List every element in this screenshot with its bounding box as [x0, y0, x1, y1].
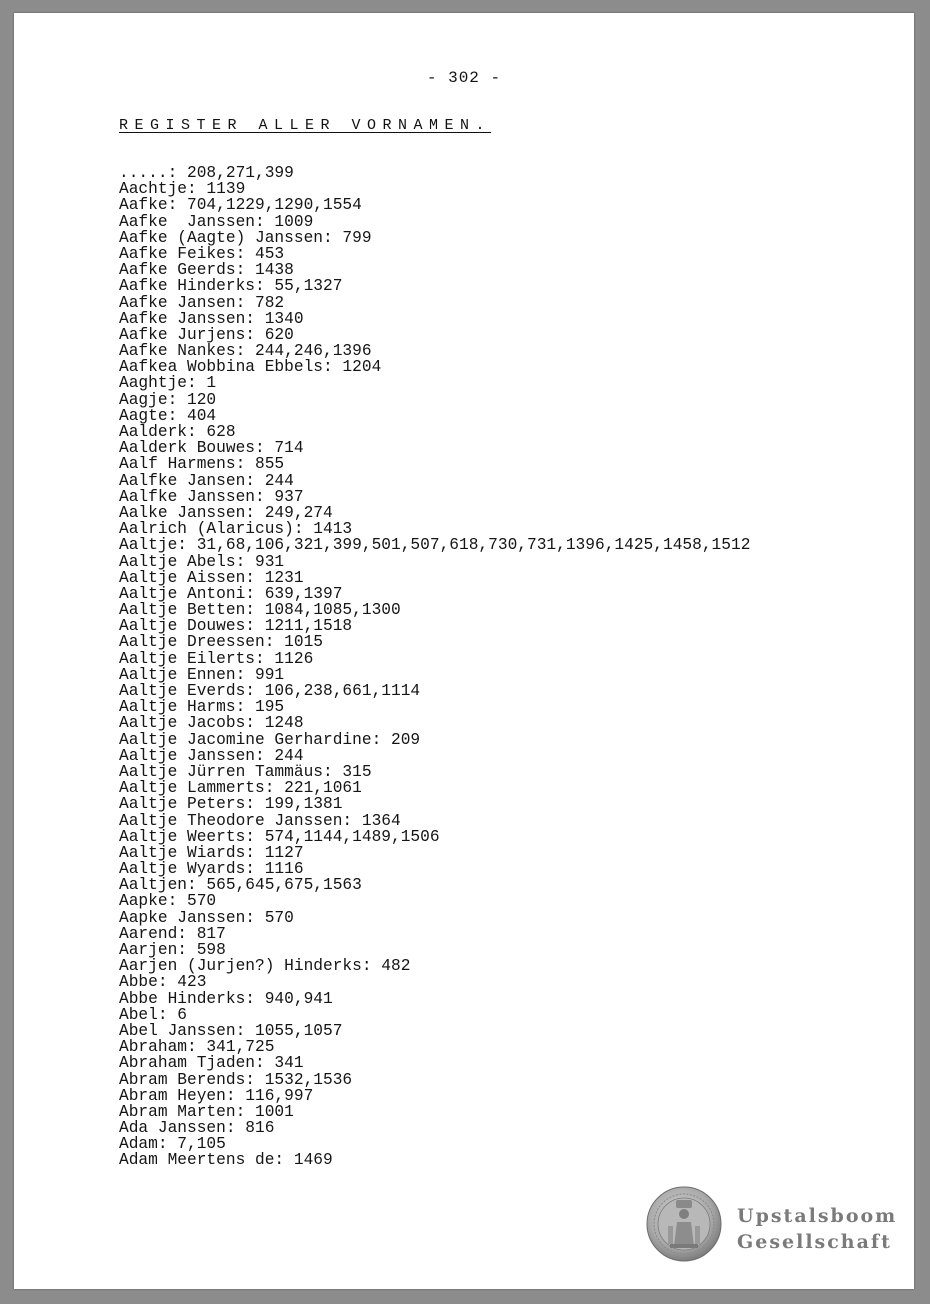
index-entry: Aarjen: 598: [119, 941, 226, 959]
index-entry: Aaltje Betten: 1084,1085,1300: [119, 601, 401, 620]
index-entry: Aaltje Wyards: 1116: [119, 860, 304, 879]
index-entry: Aafkea Wobbina Ebbels: 1204: [119, 358, 382, 377]
index-entry: Aagte: 404: [119, 406, 217, 425]
index-entry: Aaltje Wiards: 1127: [119, 843, 304, 862]
register-title: REGISTER ALLER VORNAMEN.: [119, 117, 492, 134]
seal-logo-icon: [646, 1186, 722, 1262]
index-entry: Aafke: 704,1229,1290,1554: [119, 196, 362, 215]
index-entry: Aapke Janssen: 570: [119, 908, 294, 927]
index-entry: Aafke Hinderks: 55,1327: [119, 277, 343, 296]
index-entry: Aagje: 120: [119, 390, 217, 409]
index-entry: Aachtje: 1139: [119, 180, 246, 199]
index-entry: Abraham: 341,725: [119, 1038, 275, 1057]
document-page: [14, 13, 914, 1289]
index-entry: Abram Berends: 1532,1536: [119, 1070, 353, 1089]
page-number: - 302 -: [426, 69, 502, 87]
index-entry: Aaghtje: 1: [119, 374, 217, 393]
index-entry: Aaltje Everds: 106,238,661,1114: [119, 682, 421, 700]
index-entry: Aaltje Jacobs: 1248: [119, 714, 304, 733]
index-entry: Aaltje Weerts: 574,1144,1489,1506: [119, 827, 440, 846]
index-entry: Aarend: 817: [119, 924, 226, 943]
index-entry: Aafke Janssen: 1340: [119, 309, 304, 328]
index-entry: Aaltje Jürren Tammäus: 315: [119, 762, 372, 781]
index-entry: Aaltje Jacomine Gerhardine: 209: [119, 730, 421, 749]
index-entry: Aarjen (Jurjen?) Hinderks: 482: [119, 957, 411, 976]
index-entry: Adam: 7,105: [119, 1135, 226, 1154]
index-entry: Aafke (Aagte) Janssen: 799: [119, 228, 372, 247]
index-entry: .....: 208,271,399: [119, 164, 294, 182]
index-entry: Aaltje Lammerts: 221,1061: [119, 779, 362, 798]
index-entry: Aaltje Abels: 931: [119, 552, 285, 571]
index-entry: Abram Marten: 1001: [119, 1102, 294, 1121]
brand-wordmark: [737, 1203, 897, 1255]
index-entry: Aalfke Janssen: 937: [119, 487, 304, 506]
index-entry: Aalf Harmens: 855: [119, 455, 285, 474]
index-entry: Aafke Feikes: 453: [119, 244, 285, 263]
index-entry: Abel: 6: [119, 1005, 187, 1024]
index-entry: Aaltje Janssen: 244: [119, 746, 304, 765]
index-entry: Aapke: 570: [119, 892, 217, 911]
index-entry: Aaltje Douwes: 1211,1518: [119, 617, 353, 636]
brand-line-1: Upstalsboom: [737, 1205, 898, 1227]
index-entry: Aafke Geerds: 1438: [119, 261, 294, 280]
index-entry: Aafke Jurjens: 620: [119, 325, 294, 344]
name-index-list: [119, 165, 750, 1169]
index-entry: Aalke Janssen: 249,274: [119, 503, 333, 522]
index-entry: Abbe Hinderks: 940,941: [119, 989, 333, 1008]
index-entry: Aaltje: 31,68,106,321,399,501,507,618,730,731,1396,1425,1458,1512: [119, 536, 751, 555]
index-entry: Aaltje Eilerts: 1126: [119, 649, 314, 668]
index-entry: Aaltje Dreessen: 1015: [119, 633, 323, 652]
index-entry: Aafke Janssen: 1009: [119, 212, 314, 231]
index-entry: Aaltje Harms: 195: [119, 698, 285, 717]
index-entry: Aaltjen: 565,645,675,1563: [119, 876, 362, 895]
index-entry: Abbe: 423: [119, 973, 207, 992]
index-entry: Aafke Jansen: 782: [119, 293, 285, 312]
index-entry: Abel Janssen: 1055,1057: [119, 1021, 343, 1040]
index-entry: Aalderk: 628: [119, 423, 236, 441]
index-entry: Aalrich (Alaricus): 1413: [119, 520, 353, 539]
index-entry: Aaltje Ennen: 991: [119, 665, 285, 684]
index-entry: Abraham Tjaden: 341: [119, 1054, 304, 1073]
index-entry: Aafke Nankes: 244,246,1396: [119, 342, 372, 361]
index-entry: Adam Meertens de: 1469: [119, 1151, 333, 1170]
index-entry: Aaltje Aissen: 1231: [119, 568, 304, 587]
brand-line-2: Gesellschaft: [737, 1231, 892, 1253]
index-entry: Aaltje Antoni: 639,1397: [119, 584, 343, 603]
index-entry: Abram Heyen: 116,997: [119, 1086, 314, 1105]
index-entry: Aalfke Jansen: 244: [119, 471, 294, 490]
index-entry: Aaltje Theodore Janssen: 1364: [119, 811, 401, 830]
index-entry: Aalderk Bouwes: 714: [119, 439, 304, 458]
index-entry: Ada Janssen: 816: [119, 1119, 275, 1138]
index-entry: Aaltje Peters: 199,1381: [119, 795, 343, 814]
